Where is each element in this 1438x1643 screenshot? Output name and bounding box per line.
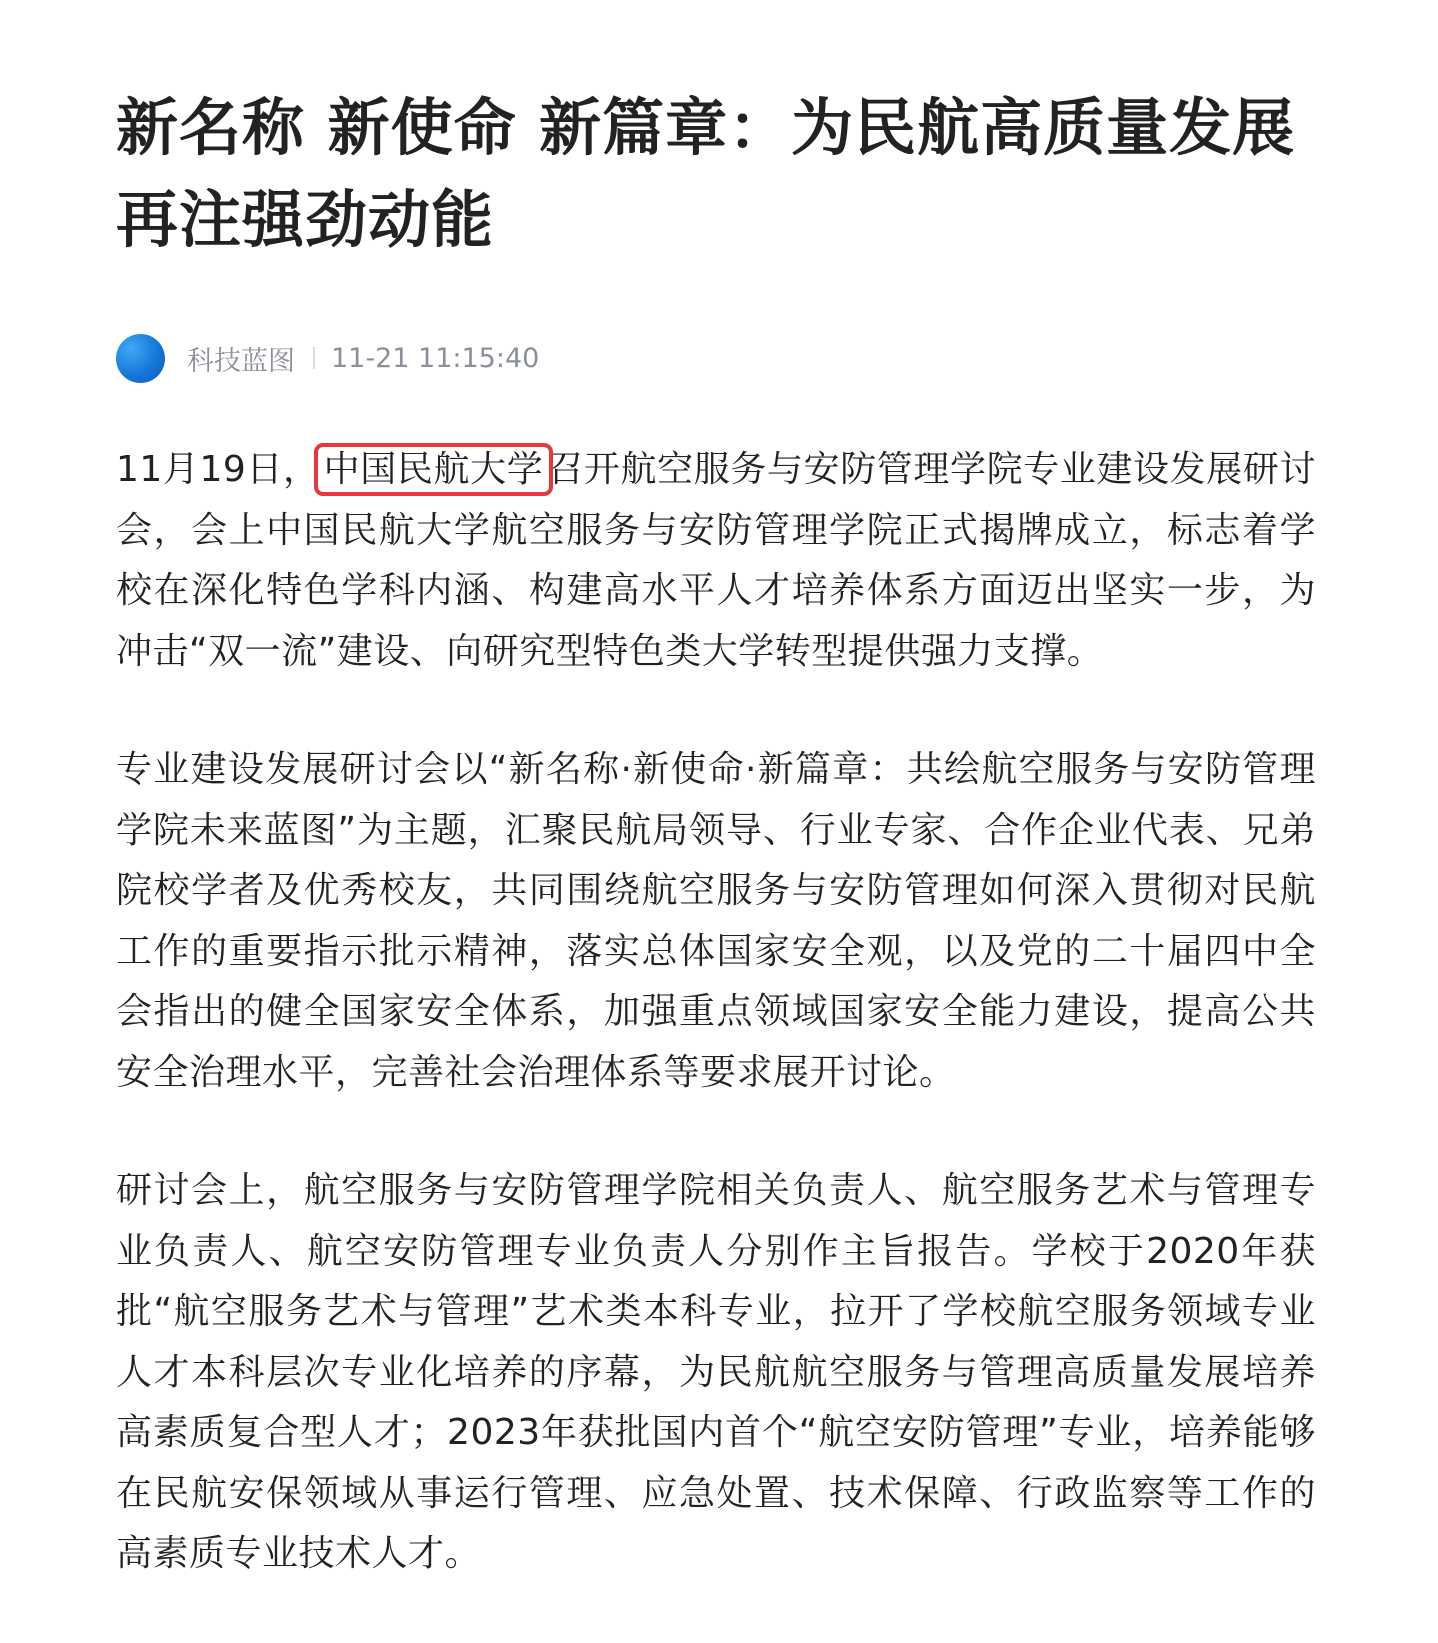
article	[116, 0, 1316, 1574]
paragraph-prefix: 11月19日，	[116, 449, 320, 490]
author-name[interactable]: 科技蓝图	[187, 345, 295, 377]
publish-time: 11-21 11:15:40	[331, 342, 540, 374]
article-meta	[116, 333, 539, 383]
article-title: 新名称 新使命 新篇章：为民航高质量发展再注强劲动能	[116, 91, 1296, 256]
paragraph: 研讨会上，航空服务与安防管理学院相关负责人、航空服务艺术与管理专业负责人、航空安防管理专业负责人分别作主旨报告。学校于2020年获批“航空服务艺术与管理”艺术类本科专业，拉开了学校航空服务领域专业人才本科层次专业化培养的序幕，为民航航空服务与管理高质量发展培养高素质复合型人才；2023年获批国内首个“航空安防管理”专业，培养能够在民航安保领域从事运行管理、应急处置、技术保障、行政监察等工作的高素质专业技术人才。	[116, 1170, 1316, 1574]
paragraph-text: 召开航空服务与安防管理学院专业建设发展研讨会，会上中国民航大学航空服务与安防管理学院正式揭牌成立，标志着学校在深化特色学科内涵、构建高水平人才培养体系方面迈出坚实一步，为冲击“双一流”建设、向研究型特色类大学转型提供强力支撑。	[116, 449, 1316, 672]
paragraph: 专业建设发展研讨会以“新名称·新使命·新篇章：共绘航空服务与安防管理学院未来蓝图”为主题，汇聚民航局领导、行业专家、合作企业代表、兄弟院校学者及优秀校友，共同围绕航空服务与安防管理如何深入贯彻对民航工作的重要指示批示精神，落实总体国家安全观，以及党的二十届四中全会指出的健全国家安全体系，加强重点领域国家安全能力建设，提高公共安全治理水平，完善社会治理体系等要求展开讨论。	[116, 749, 1316, 1093]
highlighted-university-name: 中国民航大学	[320, 449, 548, 490]
author-avatar[interactable]	[116, 334, 165, 383]
paragraph	[116, 440, 1316, 682]
article-body	[116, 440, 1316, 1643]
meta-divider	[313, 347, 315, 369]
